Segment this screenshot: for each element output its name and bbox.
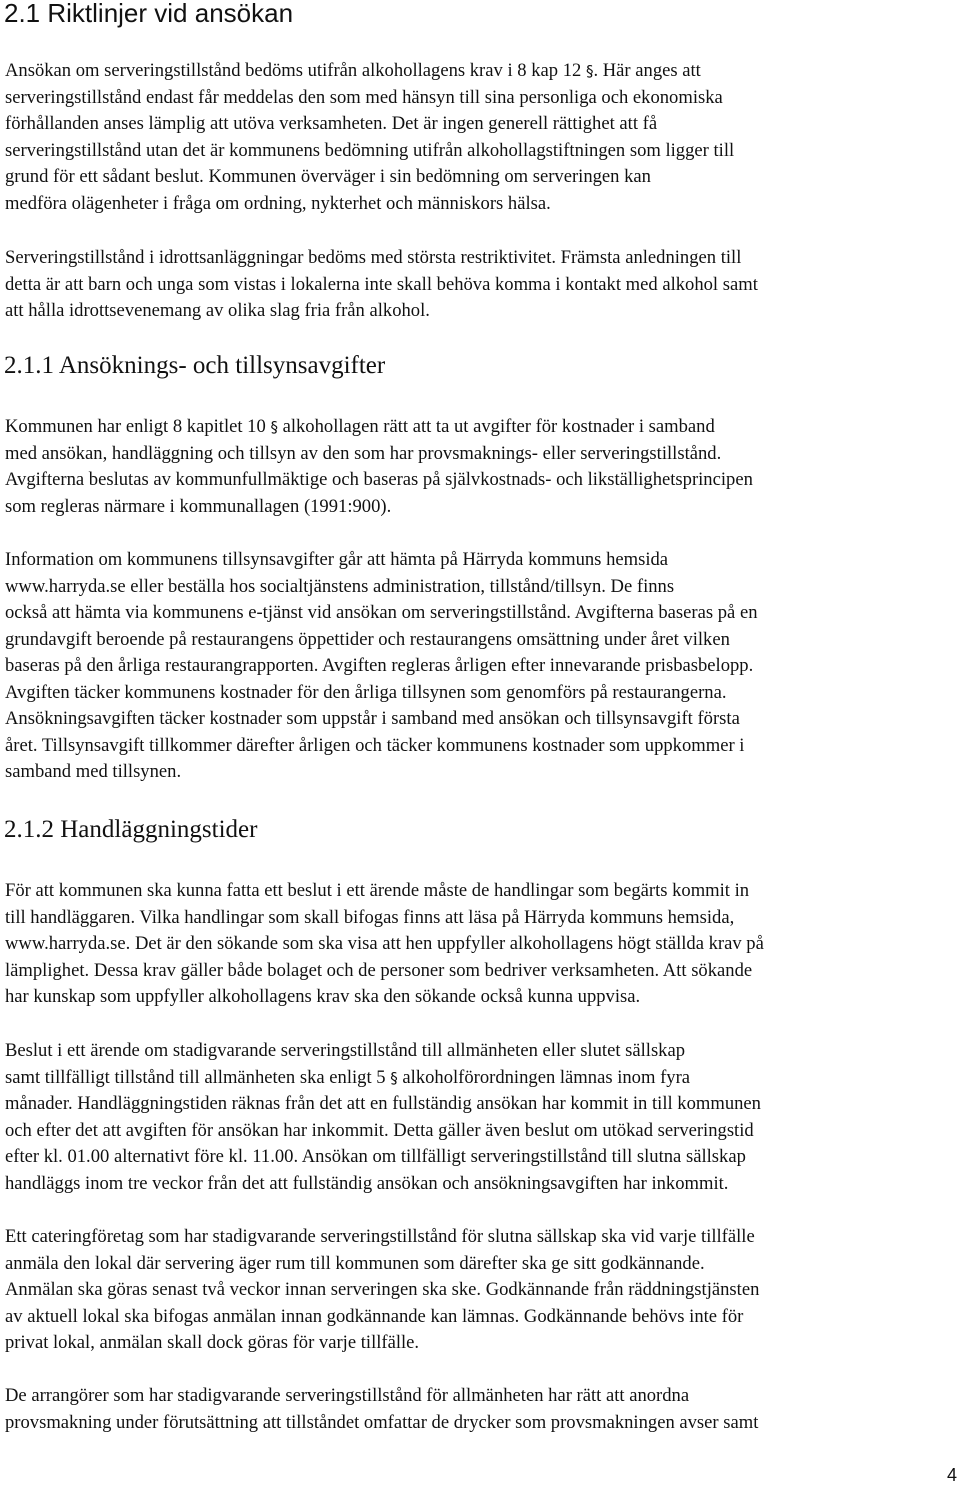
text-line: handläggs inom tre veckor från det att fullständig ansökan och ansökningsavgiften har inkommit. <box>5 1172 729 1194</box>
section-sign: § <box>270 418 278 436</box>
page-title: 2.1 Riktlinjer vid ansökan <box>4 0 294 28</box>
text-line: också att hämta via kommunens e-tjänst vid ansökan om serveringstillstånd. Avgifterna baseras på en <box>5 602 758 623</box>
text-line: grund för ett sådant beslut. Kommunen överväger i sin bedömning om serveringen kan <box>5 166 651 187</box>
text-line: Anmälan ska göras senast två veckor innan serveringen ska ske. Godkännande från räddningstjänsten <box>5 1279 760 1300</box>
text-line: privat lokal, anmälan skall dock göras för varje tillfälle. <box>5 1332 420 1353</box>
text-line: serveringstillstånd utan det är kommunens bedömning utifrån alkohollagstiftningen som ligger till <box>5 139 735 161</box>
text-line: Serveringstillstånd i idrottsanläggningar bedöms med största restriktivitet. Främsta anledningen till <box>5 247 742 268</box>
text-line: provsmakning under förutsättning att tillståndet omfattar de drycker som provsmakningen avser samt <box>5 1411 759 1433</box>
page-number: 4 <box>946 1465 957 1485</box>
text-line: efter kl. 01.00 alternativt före kl. 11.00. Ansökan om tillfälligt serveringstillstånd till slutna sällskap <box>5 1146 746 1167</box>
text-line: medföra olägenheter i fråga om ordning, nykterhet och människors hälsa. <box>5 192 551 214</box>
paragraph <box>5 878 960 1011</box>
text-line: För att kommunen ska kunna fatta ett beslut i ett ärende måste de handlingar som begärts kommit in <box>5 880 750 901</box>
text-line: detta är att barn och unga som vistas i lokalerna inte skall behöva komma i kontakt med alkohol samt <box>5 273 758 295</box>
text-line: serveringstillstånd endast får meddelas den som med hänsyn till sina personliga och ekonomiska <box>5 86 723 108</box>
text-line: samband med tillsynen. <box>5 761 182 782</box>
section-heading: 2.1.2 Handläggningstider <box>4 816 258 843</box>
text-line: Avgiften täcker kommunens kostnader för den årliga tillsynen som genomförs på restaurangerna. <box>5 681 727 703</box>
paragraph <box>5 1383 960 1436</box>
text-line: och efter det att avgiften för ansökan har inkommit. Detta gäller även beslut om utökad serveringstid <box>5 1119 754 1141</box>
text-line: året. Tillsynsavgift tillkommer därefter årligen och täcker kommunens kostnader som uppkommer i <box>5 734 745 756</box>
paragraph <box>5 414 960 520</box>
text-line: Ansökan om serveringstillstånd bedöms utifrån alkohollagens krav i 8 kap 12 §. Här anges att <box>5 60 701 81</box>
text-line: till handläggaren. Vilka handlingar som skall bifogas finns att läsa på Härryda kommuns hemsida, <box>5 906 735 928</box>
text-line: Avgifterna beslutas av kommunfullmäktige och baseras på självkostnads- och likställighetsprincipen <box>5 469 753 490</box>
text-line: Beslut i ett ärende om stadigvarande serveringstillstånd till allmänheten eller slutet sällskap <box>5 1040 686 1061</box>
text-line: Information om kommunens tillsynsavgifter går att hämta på Härryda kommuns hemsida <box>5 549 669 570</box>
text-line: Ett cateringföretag som har stadigvarande serveringstillstånd för slutna sällskap ska vid varje tillfälle <box>5 1226 755 1247</box>
section-sign: § <box>390 1068 398 1087</box>
text-line: baseras på den årliga restaurangrapporten. Avgiften regleras årligen efter innevarande prisbasbelopp. <box>5 655 754 676</box>
text-line: samt tillfälligt tillstånd till allmänheten ska enligt 5 § alkoholförordningen lämnas inom fyra <box>5 1066 691 1088</box>
paragraph <box>5 58 960 217</box>
paragraph <box>5 245 960 325</box>
text-line: månader. Handläggningstiden räknas från det att en fullständig ansökan har kommit in till kommunen <box>5 1093 761 1114</box>
text-line: De arrangörer som har stadigvarande serveringstillstånd för allmänheten har rätt att anordna <box>5 1385 690 1406</box>
text-line: www.harryda.se. Det är den sökande som ska visa att hen uppfyller alkohollagens högt ställda krav på <box>5 933 764 954</box>
text-line: Ansökningsavgiften täcker kostnader som uppstår i samband med ansökan och tillsynsavgift första <box>5 708 740 729</box>
text-line: med ansökan, handläggning och tillsyn av den som har provsmaknings- eller serveringstillstånd. <box>5 442 722 464</box>
text-line: av aktuell lokal ska bifogas anmälan innan godkännande kan lämnas. Godkännande behövs inte för <box>5 1305 744 1327</box>
text-line: Kommunen har enligt 8 kapitlet 10 § alkohollagen rätt att ta ut avgifter för kostnader i samband <box>5 416 715 437</box>
text-line: att hålla idrottsevenemang av olika slag fria från alkohol. <box>5 300 430 321</box>
text-line: anmäla den lokal där servering äger rum till kommunen som därefter ska ge sitt godkännande. <box>5 1252 705 1274</box>
paragraph <box>5 1224 960 1357</box>
text-line: www.harryda.se eller beställa hos socialtjänstens administration, tillstånd/tillsyn. De finns <box>5 575 675 597</box>
paragraph <box>5 1038 960 1197</box>
section-heading: 2.1.1 Ansöknings- och tillsynsavgifter <box>4 352 386 379</box>
text-line: lämplighet. Dessa krav gäller både bolaget och de personer som bedriver verksamheten. Att sökande <box>5 959 753 981</box>
section-sign: § <box>585 62 594 80</box>
text-line: grundavgift beroende på restaurangens öppettider och restaurangens omsättning under året vilken <box>5 628 730 650</box>
text-line: förhållanden anses lämplig att utöva verksamheten. Det är ingen generell rättighet att få <box>5 113 658 134</box>
text-line: som regleras närmare i kommunallagen (1991:900). <box>5 495 392 517</box>
text-line: har kunskap som uppfyller alkohollagens krav ska den sökande också kunna uppvisa. <box>5 986 641 1007</box>
paragraph <box>5 547 960 786</box>
